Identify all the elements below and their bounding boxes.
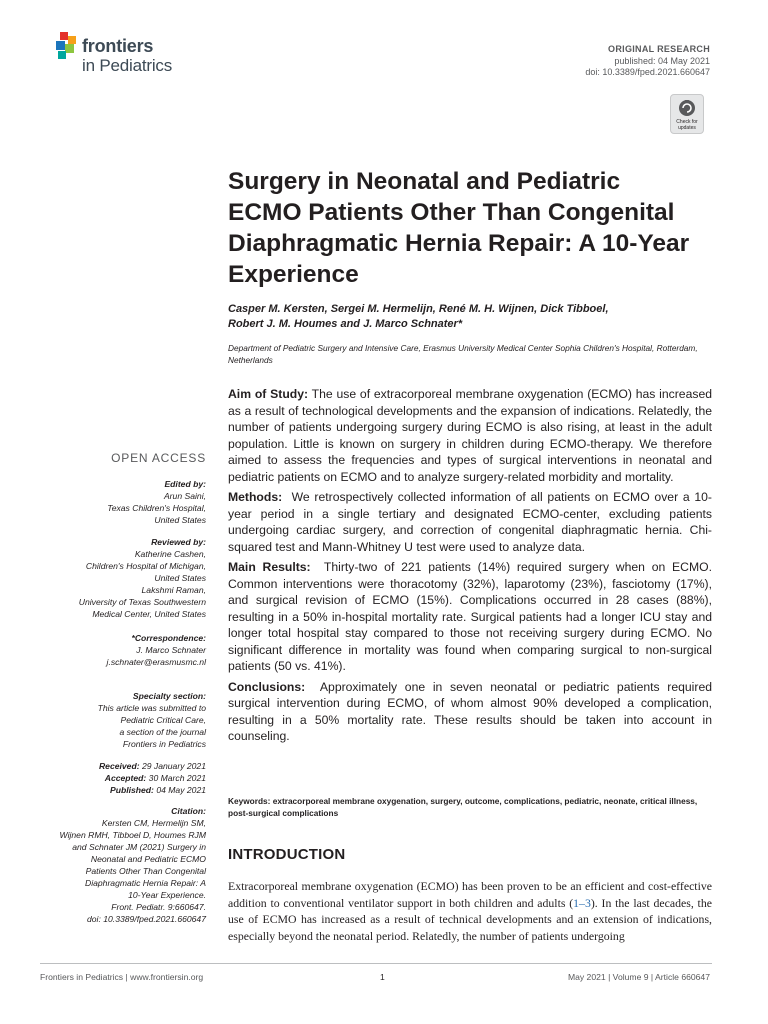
abstract bbox=[228, 386, 712, 749]
aim-text: The use of extracorporeal membrane oxygenation (ECMO) has increased as a result of technological developments and the expansion of indications. Relatedly, the number of patients undergoing surgery during ECMO is also rising, at least in the adult population. Little is known on surgery in children during ECMO-therapy. We therefore aimed to assess the frequencies and types of surgical interventions in neonatal and pediatric patients on ECMO and to analyze surgery-related morbidity and mortality. bbox=[228, 387, 712, 484]
journal-logo[interactable] bbox=[54, 32, 254, 80]
affiliation: Department of Pediatric Surgery and Intensive Care, Erasmus University Medical Center Sophia Children's Hospital, Rotterdam, Netherlands bbox=[228, 343, 698, 365]
keywords: Keywords: extracorporeal membrane oxygenation, surgery, outcome, complications, pediatric, neonate, critical illness, post-surgical complications bbox=[228, 796, 698, 818]
reference-link[interactable]: 1–3 bbox=[573, 895, 591, 910]
abstract-results bbox=[228, 559, 712, 675]
correspondence-label: *Correspondence: bbox=[131, 633, 206, 643]
author-list bbox=[228, 302, 708, 332]
introduction-heading: INTRODUCTION bbox=[228, 846, 346, 863]
badge-label: Check for updates bbox=[676, 119, 698, 131]
correspondence-block bbox=[40, 632, 206, 668]
authors-line-2[interactable]: Robert J. M. Houmes and J. Marco Schnater* bbox=[228, 318, 463, 330]
reviewed-by-label: Reviewed by: bbox=[151, 537, 206, 547]
accepted-date: Accepted: 30 March 2021 bbox=[104, 773, 206, 783]
edited-by-name[interactable]: Arun Saini, bbox=[163, 491, 206, 501]
correspondence-name: J. Marco Schnater bbox=[136, 645, 206, 655]
correspondence-email[interactable]: j.schnater@erasmusmc.nl bbox=[106, 657, 206, 667]
citation-block: Citation: Kersten CM, Hermelijn SM, Wijnen RMH, Tibboel D, Houmes RJM and Schnater JM (2021) Surgery in Neonatal and Pediatric ECMO Patients Other Than Congenital Diaphragmatic Hernia Repair: A 10-Year Experience. Front. Pediatr. 9:660647. doi: 10.3389/fped.2021.660647 bbox=[40, 805, 206, 925]
abstract-aim bbox=[228, 386, 712, 485]
citation-doi[interactable]: doi: 10.3389/fped.2021.660647 bbox=[87, 914, 206, 924]
results-text: Thirty-two of 221 patients (14%) required surgery when on ECMO. Common interventions were thoracotomy (32%), laparotomy (23%), fasciotomy (17%), and surgical revision of ECMO (15%). Complications occurred in 28 cases (88%), resulting in a 50% in-hospital mortality rate. Surgical patients had a longer ICU stay and longer total hospital stay compared to those not receiving surgery during ECMO. No significant difference in mortality was found when comparing surgical to non-surgical patients (50 vs. 41%). bbox=[228, 560, 712, 673]
article-doi[interactable]: doi: 10.3389/fped.2021.660647 bbox=[585, 67, 710, 77]
published-date-sidebar: Published: 04 May 2021 bbox=[109, 785, 206, 795]
conclusions-label: Conclusions: bbox=[228, 679, 306, 694]
open-access-label: OPEN ACCESS bbox=[111, 451, 206, 465]
edited-by-block: Edited by: Arun Saini, Texas Children's Hospital, United States bbox=[40, 478, 206, 526]
abstract-conclusions bbox=[228, 679, 712, 745]
update-check-icon bbox=[671, 97, 703, 121]
specialty-section-block: Specialty section: This article was submitted to Pediatric Critical Care, a section of the journal Frontiers in Pediatrics bbox=[40, 690, 206, 750]
logo-wordmark: frontiers bbox=[82, 36, 154, 56]
article-type: ORIGINAL RESEARCH bbox=[608, 44, 710, 54]
frontiers-logo-icon bbox=[54, 32, 80, 62]
article-meta bbox=[585, 44, 710, 79]
methods-text: We retrospectively collected information of all patients on ECMO over a 10-year period in a single tertiary and designated ECMO-center, excluding patients undergoing cardiac surgery, and correction of congenital diaphragmatic hernia. Chi-squared test and Mann-Whitney U test were used to analyze data. bbox=[228, 490, 712, 554]
specialty-label: Specialty section: bbox=[132, 691, 206, 701]
reviewer-name[interactable]: Lakshmi Raman, bbox=[141, 585, 206, 595]
footer-journal-link[interactable]: Frontiers in Pediatrics | www.frontiersin.org bbox=[40, 972, 204, 982]
abstract-methods bbox=[228, 489, 712, 555]
dates-block bbox=[40, 760, 206, 796]
check-for-updates-badge[interactable] bbox=[670, 94, 704, 134]
footer-divider bbox=[40, 963, 712, 964]
citation-label: Citation: bbox=[171, 806, 206, 816]
methods-label: Methods: bbox=[228, 490, 283, 504]
page-number: 1 bbox=[380, 972, 385, 982]
authors-line-1[interactable]: Casper M. Kersten, Sergei M. Hermelijn, René M. H. Wijnen, Dick Tibboel, bbox=[228, 303, 609, 315]
introduction-text: Extracorporeal membrane oxygenation (ECMO) has been proven to be an efficient and cost-effective addition to conventional ventilator support in both children and adults (1–3). In the last decades, the use of ECMO has increased as a result of technical developments and an extension of indications, especially beyond the neonatal period. Relatedly, the number of patients undergoing bbox=[228, 879, 712, 943]
reviewed-by-block: Reviewed by: Katherine Cashen, Children's Hospital of Michigan, United States Lakshmi Raman, University of Texas Southwestern Medical Center, United States bbox=[40, 536, 206, 620]
footer-issue-info: May 2021 | Volume 9 | Article 660647 bbox=[567, 972, 710, 982]
aim-label: Aim of Study: bbox=[228, 387, 309, 401]
results-label: Main Results: bbox=[228, 560, 311, 574]
received-date: Received: 29 January 2021 bbox=[98, 761, 206, 771]
conclusions-text: Approximately one in seven neonatal or pediatric patients required surgical intervention during ECMO, of whom almost 90% developed a complication, resulting in a 50% mortality rate. These results should be taken into account in counseling. bbox=[228, 679, 712, 743]
edited-by-label: Edited by: bbox=[164, 479, 206, 489]
published-date: published: 04 May 2021 bbox=[614, 55, 710, 66]
logo-journal-name: in Pediatrics bbox=[82, 56, 172, 75]
reviewer-name[interactable]: Katherine Cashen, bbox=[134, 549, 206, 559]
article-title: Surgery in Neonatal and Pediatric ECMO Patients Other Than Congenital Diaphragmatic Hernia Repair: A 10-Year Experience bbox=[228, 168, 690, 288]
